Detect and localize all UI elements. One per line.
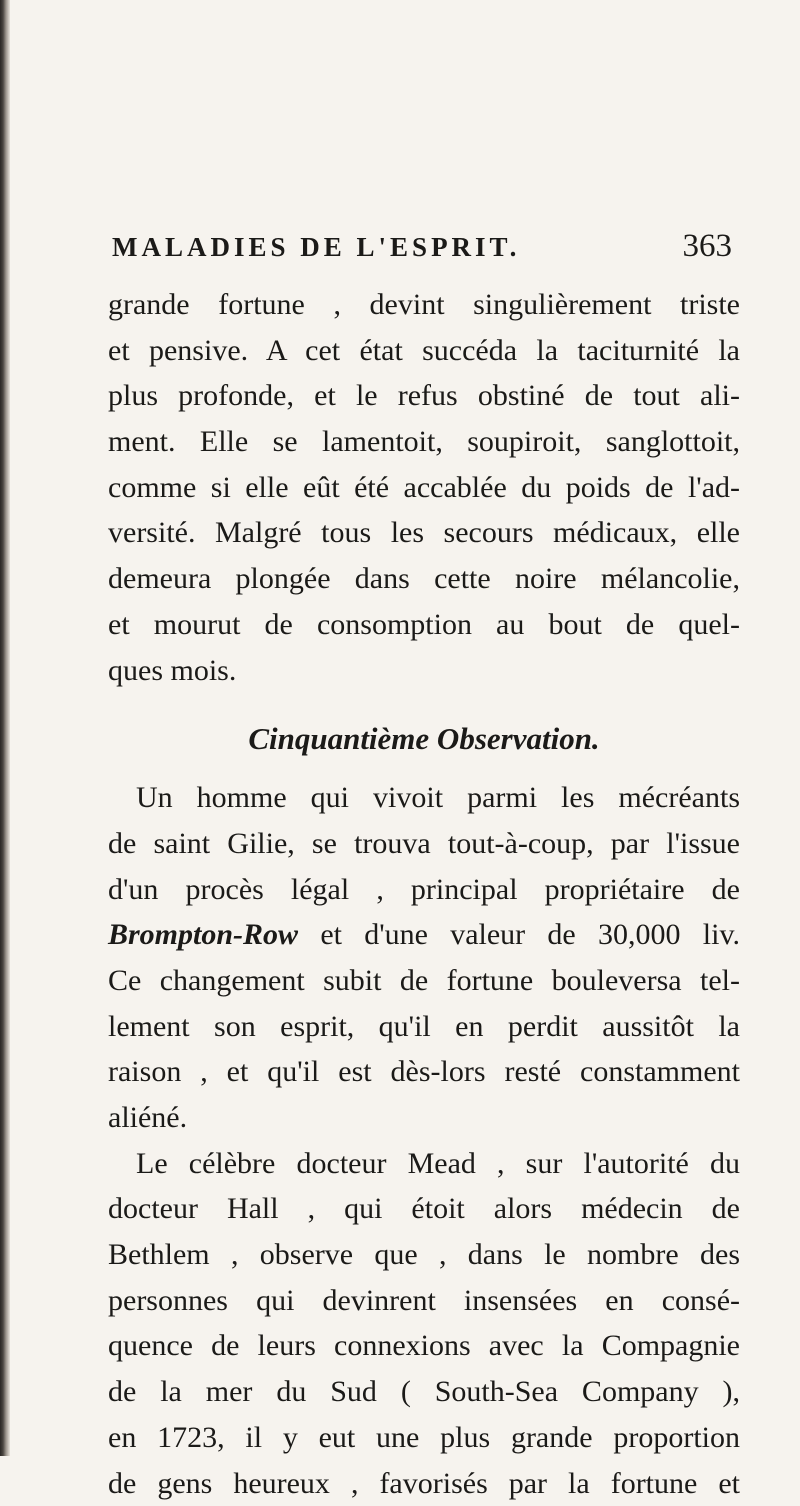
text-line: en 1723, il y eut une plus grande proportion: [108, 1415, 740, 1461]
running-head: [112, 232, 732, 272]
text-line: ques mois.: [108, 648, 740, 694]
paragraph-2: [108, 775, 740, 1141]
paragraph-1: [108, 282, 740, 693]
paragraph-3: [108, 1141, 740, 1506]
text-line: lement son esprit, qu'il en perdit aussitôt la: [108, 1004, 740, 1050]
running-title: MALADIES DE L'ESPRIT.: [112, 232, 520, 263]
text-line: personnes qui devinrent insensées en consé-: [108, 1278, 740, 1324]
place-name-italic: Brompton-Row: [108, 918, 298, 951]
text-line: Bethlem , observe que , dans le nombre des: [108, 1232, 740, 1278]
text-line: d'un procès légal , principal propriétaire de: [108, 867, 740, 913]
text-line-mixed: [108, 912, 740, 958]
section-heading: Cinquantième Observation.: [108, 703, 740, 775]
text-line: plus profonde, et le refus obstiné de tout ali-: [108, 373, 740, 419]
text-block: [108, 282, 740, 1506]
text-line: docteur Hall , qui étoit alors médecin de: [108, 1186, 740, 1232]
text-line: Ce changement subit de fortune bouleversa tel-: [108, 958, 740, 1004]
text-line: raison , et qu'il est dès-lors resté constamment: [108, 1049, 740, 1095]
text-line-remainder: et d'une valeur de 30,000 liv.: [298, 918, 740, 951]
page-number: 363: [683, 228, 733, 265]
text-line: de saint Gilie, se trouva tout-à-coup, par l'issue: [108, 821, 740, 867]
text-line: ment. Elle se lamentoit, soupiroit, sanglottoit,: [108, 419, 740, 465]
text-line: comme si elle eût été accablée du poids de l'ad-: [108, 465, 740, 511]
binding-edge: [0, 0, 10, 1456]
text-line: Le célèbre docteur Mead , sur l'autorité du: [108, 1141, 740, 1187]
text-line: de la mer du Sud ( South-Sea Company ),: [108, 1369, 740, 1415]
text-line: Un homme qui vivoit parmi les mécréants: [108, 775, 740, 821]
text-line: et pensive. A cet état succéda la taciturnité la: [108, 328, 740, 374]
text-line: demeura plongée dans cette noire mélancolie,: [108, 556, 740, 602]
text-line: aliéné.: [108, 1095, 740, 1141]
text-line: de gens heureux , favorisés par la fortune et: [108, 1461, 740, 1506]
text-line: et mourut de consomption au bout de quel-: [108, 602, 740, 648]
text-line: versité. Malgré tous les secours médicaux, elle: [108, 510, 740, 556]
text-line: quence de leurs connexions avec la Compagnie: [108, 1323, 740, 1369]
text-line: grande fortune , devint singulièrement triste: [108, 282, 740, 328]
